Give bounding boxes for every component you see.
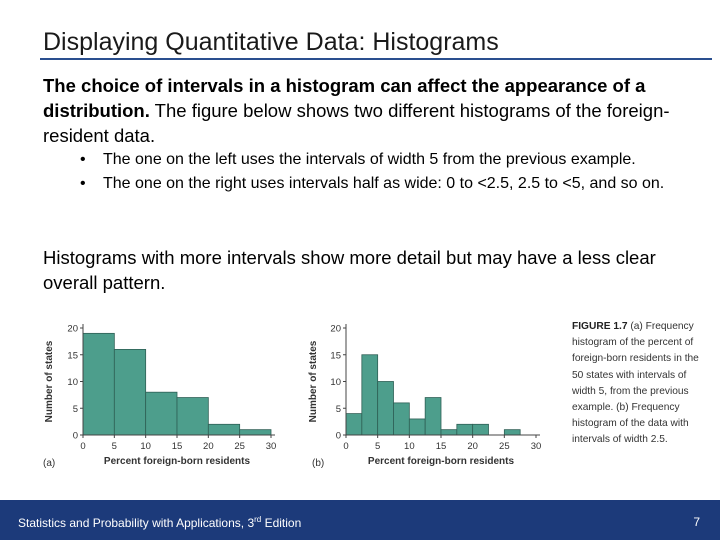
x-tick-label: 0 [343,441,349,452]
histogram-a [36,318,296,473]
y-tick-label: 5 [72,403,78,415]
histogram-bar [208,424,239,435]
figure-1-7 [36,318,700,473]
footer-text-end: Edition [261,516,302,530]
y-tick-label: 10 [67,377,78,388]
x-tick-label: 5 [375,441,381,452]
x-tick-label: 10 [140,441,151,452]
bullet-item [80,174,680,194]
histogram-bar [473,424,489,435]
x-tick-label: 25 [234,441,245,452]
intro-paragraph [43,73,703,148]
histogram-bar [504,430,520,435]
x-tick-label: 30 [530,441,542,452]
panel-label: (b) [312,458,325,469]
bullet-item [80,150,680,170]
y-tick-label: 20 [330,323,341,335]
x-tick-label: 10 [404,441,415,452]
slide-title: Displaying Quantitative Data: Histograms [43,28,499,56]
x-axis-label: Percent foreign-born residents [367,456,515,467]
x-tick-label: 15 [435,441,447,452]
bullet-text: The one on the left uses the intervals of width 5 from the previous example. [103,151,636,168]
bullet-dot: • [80,151,86,168]
histogram-bar [362,355,378,435]
bullet-text: The one on the right uses intervals half as wide: 0 to <2.5, 2.5 to <5, and so on. [103,175,665,192]
x-tick-label: 5 [111,441,117,452]
intro-rest-text: The figure below shows two different histograms of the foreign-resident data. [43,100,670,146]
footer-text: Statistics and Probability with Applications, 3 [18,516,255,530]
title-underline [40,58,712,60]
caption-label: FIGURE 1.7 [572,321,628,332]
intro-bold-text: The choice of intervals in a histogram can affect the appearance of a distribution. [43,75,646,121]
x-tick-label: 30 [265,441,277,452]
histogram-bar [177,398,208,435]
y-tick-label: 0 [335,430,341,442]
histogram-bar [146,392,177,435]
histogram-bar [457,424,473,435]
x-tick-label: 15 [171,441,183,452]
bullet-list [80,150,680,198]
y-axis-label: Number of states [308,340,319,423]
x-tick-label: 25 [499,441,510,452]
histogram-bar [240,430,271,435]
y-tick-label: 15 [330,350,341,362]
y-tick-label: 10 [330,377,341,388]
histogram-bar [83,333,114,435]
x-tick-label: 20 [467,441,478,452]
x-tick-label: 20 [203,441,214,452]
histogram-bar [425,398,441,435]
panel-label: (a) [43,458,56,469]
histogram-b [302,318,572,473]
x-tick-label: 0 [80,441,86,452]
histogram-bar [394,403,410,435]
caption-text: (a) Frequency histogram of the percent of foreign-born residents in the 50 states with intervals of width 5, from the previous example. (b) Frequency histogram of the data with intervals of width 2.5. [572,321,699,446]
y-tick-label: 20 [67,323,78,335]
figure-caption [572,319,700,449]
y-tick-label: 5 [335,403,341,415]
footer-bar [0,500,720,540]
y-tick-label: 0 [72,430,78,442]
y-tick-label: 15 [67,350,78,362]
footer-book-title [18,515,301,530]
histogram-bar [409,419,425,435]
x-axis-label: Percent foreign-born residents [103,456,251,467]
histogram-bar [114,349,145,435]
footer-sup: rd [254,515,262,524]
histogram-bar [441,430,457,435]
page-number: 7 [693,515,700,529]
histogram-bar [346,414,362,435]
y-axis-label: Number of states [44,340,55,423]
conclusion-paragraph: Histograms with more intervals show more detail but may have a less clear overall pattern. [43,247,656,293]
histogram-bar [378,382,394,436]
bullet-dot: • [80,175,86,192]
